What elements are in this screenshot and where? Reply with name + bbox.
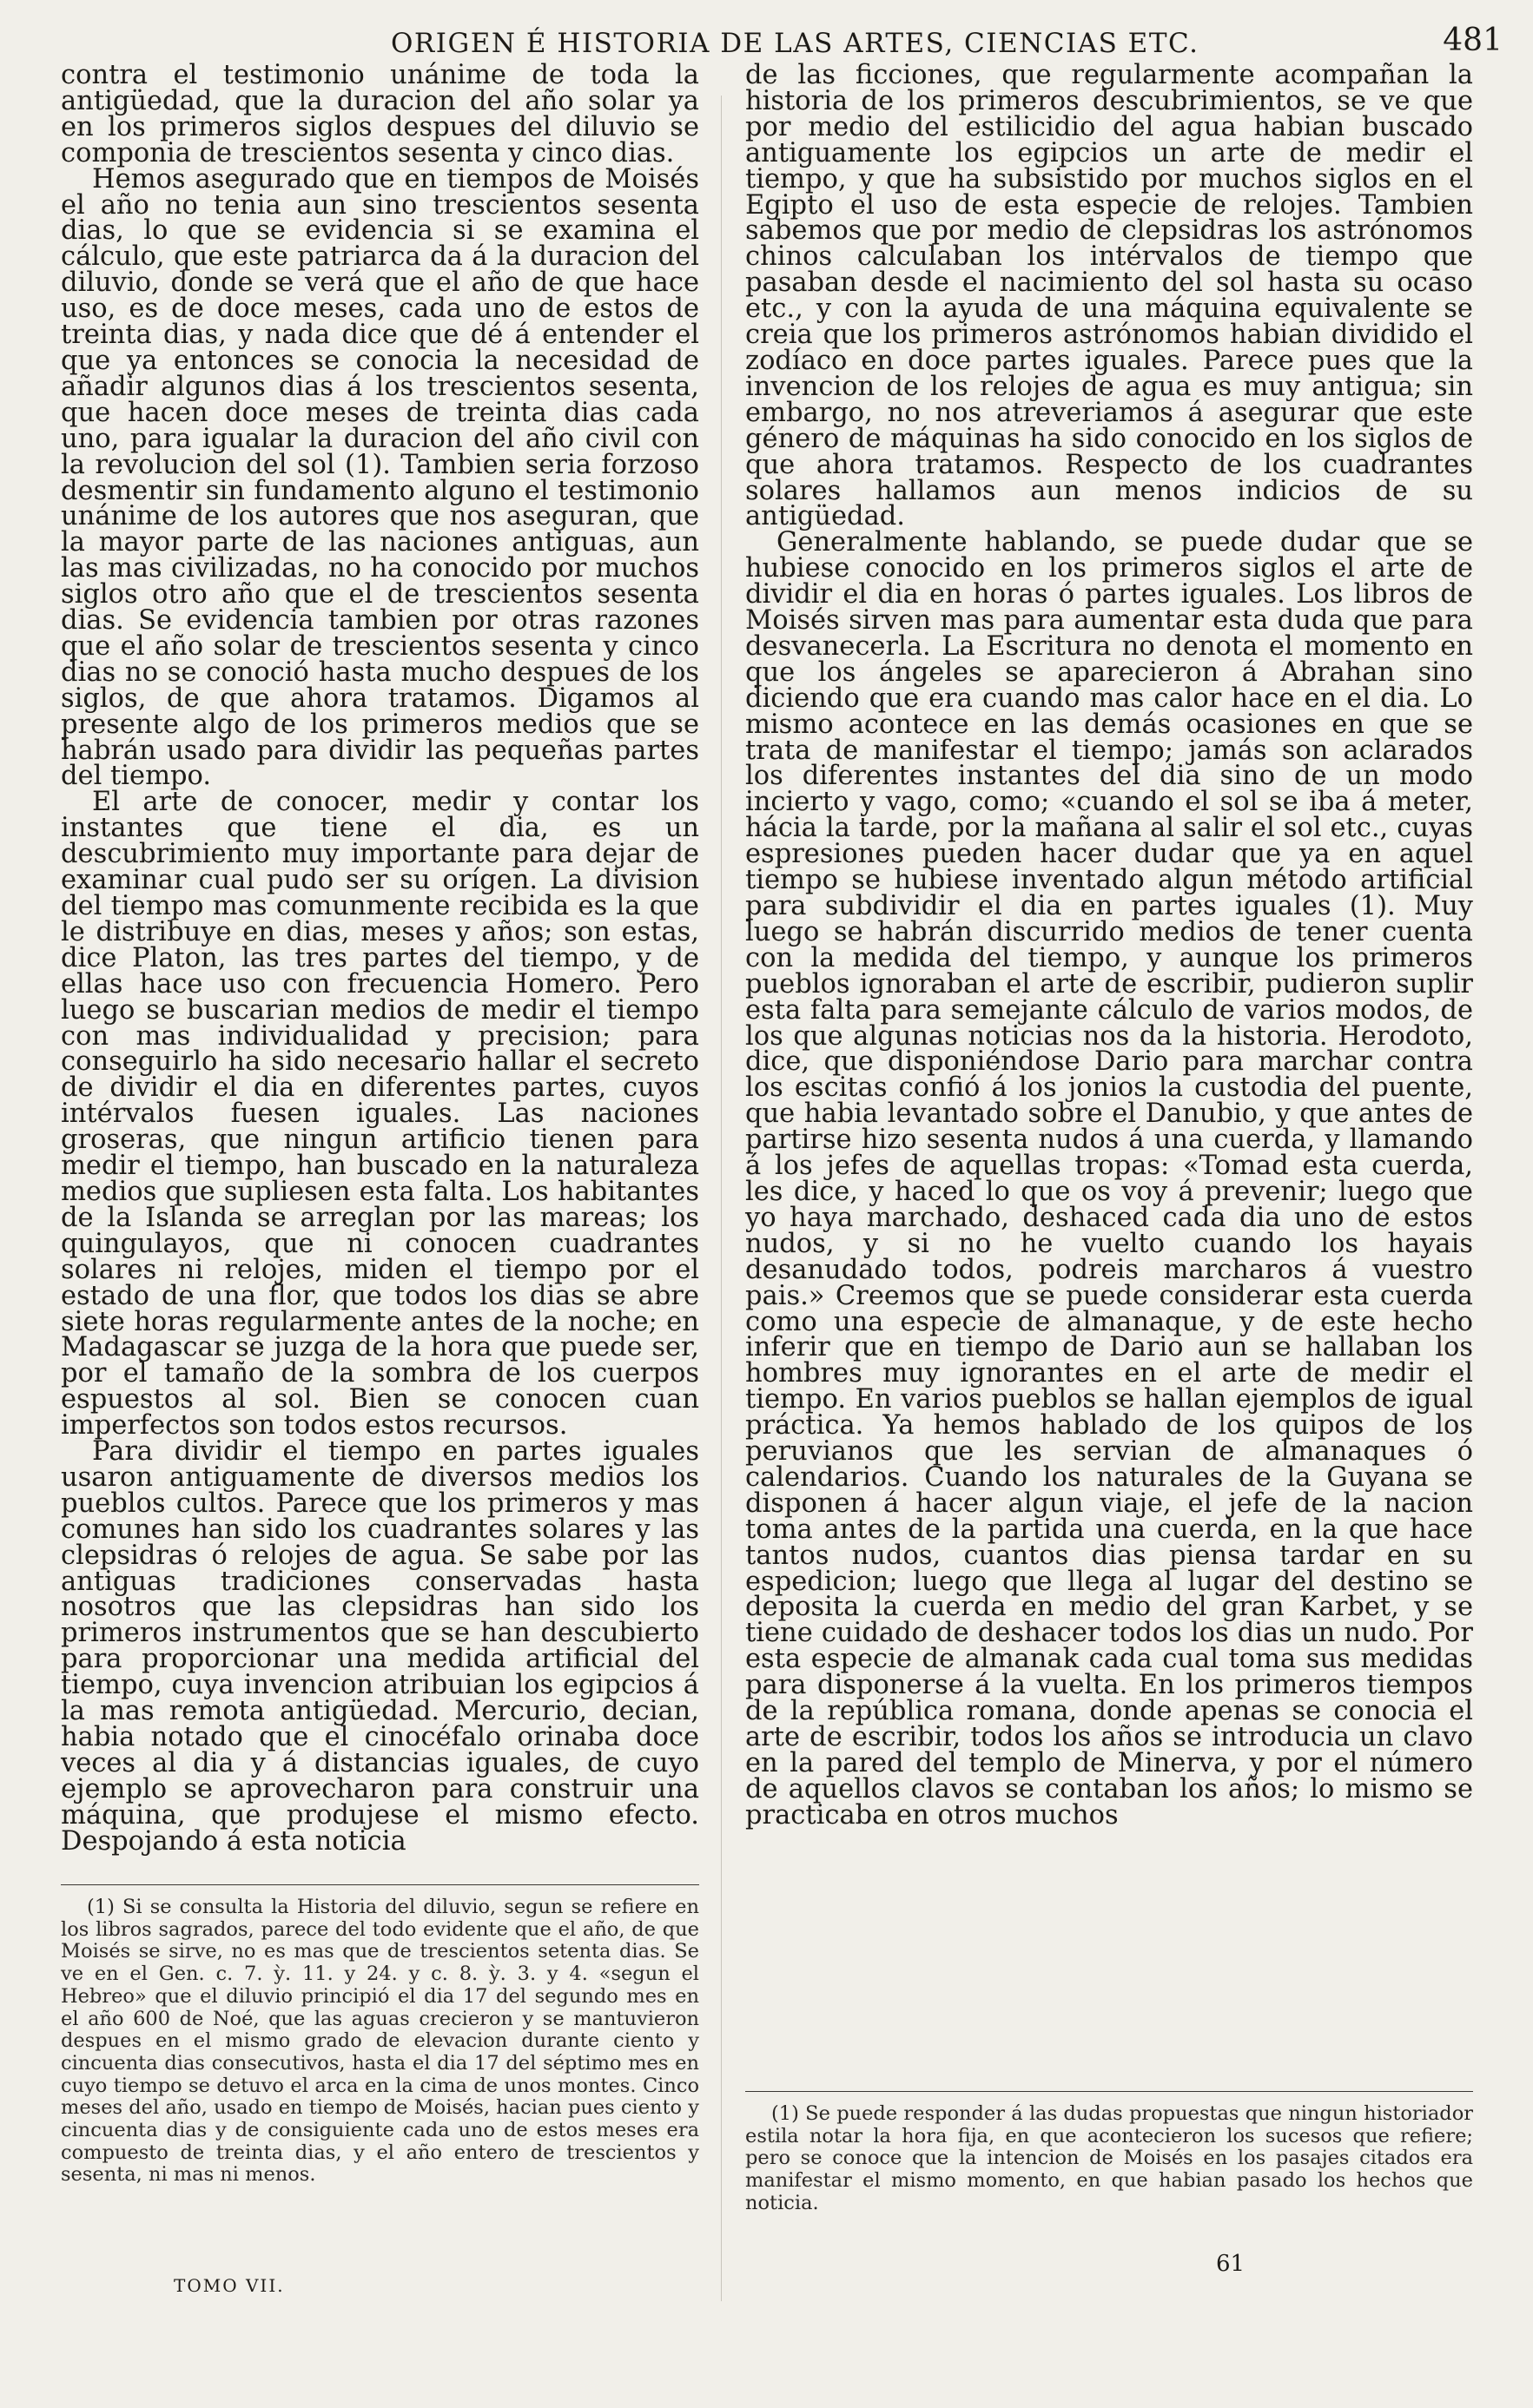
footnote-text: (1) Si se consulta la Historia del diluvio, segun se refiere en los libros sagrados, parece del todo evidente que el año, de que Moisés se sirve, no es mas que de trescientos setenta dias. Se ve en el Gen. c. 7. ỳ. 11. y 24. y c. 8. ỳ. 3. y 4. «segun el Hebreo» que el diluvio principió el dia 17 del segundo mes en el año 600 de Noé, que las aguas crecieron y se mantuvieron despues en el mismo grado de elevacion durante ciento y cincuenta dias consecutivos, hasta el dia 17 del séptimo mes en cuyo tiempo se detuvo el arca en la cima de unos montes. Cinco meses del año, usado en tiempo de Moisés, hacian pues ciento y cincuenta dias y de consiguiente cada uno de estos meses era compuesto de treinta dias, y el año entero de trescientos y sesenta, ni mas ni menos. <box>61 1896 699 2187</box>
paragraph: Para dividir el tiempo en partes iguales usaron antiguamente de diversos medios los pueblos cultos. Parece que los primeros y mas comunes han sido los cuadrantes solares y las clepsidras ó relojes de agua. Se sabe por las antiguas tradiciones conservadas hasta nosotros que las clepsidras han sido los primeros instrumentos que se han descubierto para proporcionar una medida artificial del tiempo, cuya invencion atribuian los egipcios á la mas remota antigüedad. Mercurio, decian, habia notado que el cinocéfalo orinaba doce veces al dia y á distancias iguales, de cuyo ejemplo se aprovecharon para construir una máquina, que produjese el mismo efecto. Despojando á esta noticia <box>61 1436 699 1857</box>
signature-mark: 61 <box>1216 2251 1246 2277</box>
paragraph: El arte de conocer, medir y contar los instantes que tiene el dia, es un descubrimiento muy importante para dejar de examinar cual pudo ser su orígen. La division del tiempo mas comunmente recibida es la que le distribuye en dias, meses y años; son estas, dice Platon, las tres partes del tiempo, y de ellas hace uso con frecuencia Homero. Pero luego se buscarian medios de medir el tiempo con mas individualidad y precision; para conseguirlo ha sido necesario hallar el secreto de dividir el dia en diferentes partes, cuyos intérvalos fuesen iguales. Las naciones groseras, que ningun artificio tienen para medir el tiempo, han buscado en la naturaleza medios que supliesen esta falta. Los habitantes de la Islanda se arreglan por las mareas; los quingulayos, que ni conocen cuadrantes solares ni relojes, miden el tiempo por el estado de una flor, que todos los dias se abre siete horas regularmente antes de la noche; en Madagascar se juzga de la hora que puede ser, por el tamaño de la sombra de los cuerpos espuestos al sol. Bien se conocen cuan imperfectos son todos estos recursos. <box>61 787 699 1442</box>
footnote-right <box>745 2103 1473 2215</box>
right-column <box>745 60 1473 1831</box>
running-title: ORIGEN É HISTORIA DE LAS ARTES, CIENCIAS ETC. <box>391 28 1199 59</box>
paragraph: contra el testimonio unánime de toda la antigüedad, que la duracion del año solar ya en los primeros siglos despues del diluvio se componia de trescientos sesenta y cinco dias. <box>61 60 699 168</box>
footnote-left <box>61 1897 699 2187</box>
paragraph: Hemos asegurado que en tiempos de Moisés el año no tenia aun sino trescientos sesenta dias, lo que se evidencia si se examina el cálculo, que este patriarca da á la duracion del diluvio, donde se verá que el año de que hace uso, es de doce meses, cada uno de estos de treinta dias, y nada dice que dé á entender el que ya entonces se conocia la necesidad de añadir algunos dias á los trescientos sesenta, que hacen doce meses de treinta dias cada uno, para igualar la duracion del año civil con la revolucion del sol (1). Tambien seria forzoso desmentir sin fundamento alguno el testimonio unánime de los autores que nos aseguran, que la mayor parte de las naciones antiguas, aun las mas civilizadas, no ha conocido por muchos siglos otro año que el de trescientos sesenta dias. Se evidencia tambien por otras razones que el año solar de trescientos sesenta y cinco dias no se conoció hasta mucho despues de los siglos, de que ahora tratamos. Digamos al presente algo de los primeros medios que se habrán usado para dividir las pequeñas partes del tiempo. <box>61 163 699 792</box>
paragraph: Generalmente hablando, se puede dudar que se hubiese conocido en los primeros siglos el arte de dividir el dia en horas ó partes iguales. Los libros de Moisés sirven mas para aumentar esta duda que para desvanecerla. La Escritura no denota el momento en que los ángeles se aparecieron á Abrahan sino diciendo que era cuando mas calor hace en el dia. Lo mismo acontece en las demás ocasiones en que se trata de manifestar el tiempo; jamás son aclarados los diferentes instantes del dia sino de un modo incierto y vago, como; «cuando el sol se iba á meter, hácia la tarde, por la mañana al salir el sol etc., cuyas espresiones pueden hacer dudar que ya en aquel tiempo se hubiese inventado algun método artificial para subdividir el dia en partes iguales (1). Muy luego se habrán discurrido medios de tener cuenta con la medida del tiempo, y aunque los primeros pueblos ignoraban el arte de escribir, pudieron suplir esta falta para semejante cálculo de varios modos, de los que algunas noticias nos da la historia. Herodoto, dice, que disponiéndose Dario para marchar contra los escitas confió á los jonios la custodia del puente, que habia levantado sobre el Danubio, y que antes de partirse hizo sesenta nudos á una cuerda, y llamando á los jefes de aquellas tropas: «Tomad esta cuerda, les dice, y haced lo que os voy á prevenir; luego que yo haya marchado, deshaced cada dia uno de estos nudos, y si no he vuelto cuando los hayais desanudado todos, podreis marcharos á vuestro pais.» Creemos que se puede considerar esta cuerda como una especie de almanaque, y de este hecho inferir que en tiempo de Dario aun se hallaban los hombres muy ignorantes en el arte de medir el tiempo. En varios pueblos se hallan ejemplos de igual práctica. Ya hemos hablado de los quipos de los peruvianos que les servian de almanaques ó calendarios. Cuando los naturales de la Guyana se disponen á hacer algun viaje, el jefe de la nacion toma antes de la partida una cuerda, en la que hace tantos nudos, cuantos dias piensa tardar en su espedicion; luego que llega al lugar del destino se deposita la cuerda en medio del gran Karbet, y se tiene cuidado de deshacer todos los dias un nudo. Por esta especie de almanak cada cual toma sus medidas para disponerse á la vuelta. En los primeros tiempos de la república romana, donde apenas se conocia el arte de escribir, todos los años se introducia un clavo en la pared del templo de Minerva, y por el número de aquellos clavos se contaban los años; lo mismo se practicaba en otros muchos <box>745 527 1473 1831</box>
footnote-rule <box>745 2091 1473 2092</box>
page-number: 481 <box>1443 23 1503 58</box>
left-column <box>61 60 699 1857</box>
volume-label: TOMO VII. <box>174 2275 285 2296</box>
footnote-text: (1) Se puede responder á las dudas propuestas que ningun historiador estila notar la hora fija, en que acontecieron los sucesos que refiere; pero se conoce que la intencion de Moisés en los pasajes citados era manifestar el mismo momento, en que habian pasado los hechos que noticia. <box>745 2102 1473 2214</box>
footnote-rule <box>61 1884 699 1885</box>
paragraph: de las ficciones, que regularmente acompañan la historia de los primeros descubrimientos, se ve que por medio del estilicidio del agua habian buscado antiguamente los egipcios un arte de medir el tiempo, y que ha subsistido por muchos siglos en el Egipto el uso de esta especie de relojes. Tambien sabemos que por medio de clepsidras los astrónomos chinos calculaban los intérvalos de tiempo que pasaban desde el nacimiento del sol hasta su ocaso etc., y con la ayuda de una máquina equivalente se creia que los primeros astrónomos habian dividido el zodíaco en doce partes iguales. Parece pues que la invencion de los relojes de agua es muy antigua; sin embargo, no nos atreveriamos á asegurar que este género de máquinas ha sido conocido en los siglos de que ahora tratamos. Respecto de los cuadrantes solares hallamos aun menos indicios de su antigüedad. <box>745 60 1473 532</box>
column-divider <box>721 96 722 2301</box>
